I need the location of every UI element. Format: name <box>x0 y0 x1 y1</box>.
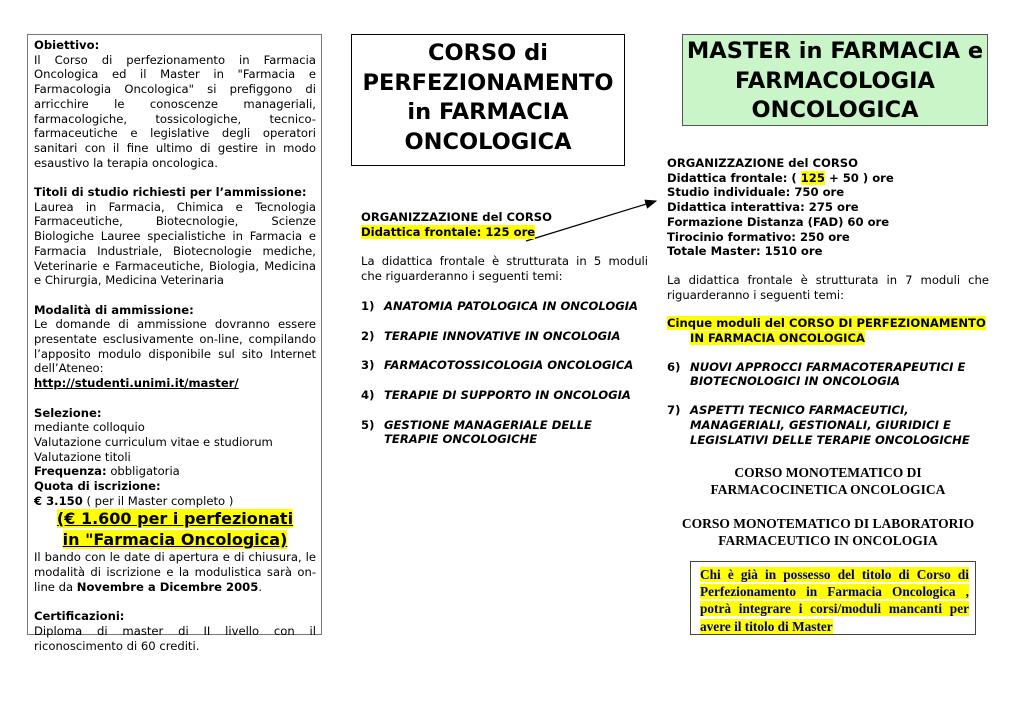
obiettivo-text: Il Corso di perfezionamento in Farmacia Oncologica ed il Master in "Farmacia e Farmacologia Oncologica" si prefiggono di arricchire le conoscenze manageriali, farmacologiche, tossicologiche, tecnico-farmaceutiche e legislative degli operatori sanitari con il fine ultimo di gestire in modo esaustivo la terapia oncologica. <box>34 52 316 170</box>
module-label: ANATOMIA PATOLOGICA IN ONCOLOGIA <box>384 298 639 313</box>
selezione-line: mediante colloquio <box>34 420 145 435</box>
module-label: TERAPIE DI SUPPORTO IN ONCOLOGIA <box>384 387 631 402</box>
module-number: 7) <box>667 403 681 418</box>
corso-title-line: ONCOLOGICA <box>404 128 572 155</box>
corso-title-line: CORSO di <box>428 40 548 66</box>
master-title-line: ONCOLOGICA <box>751 97 919 123</box>
mono-course-laboratorio <box>667 515 989 549</box>
corso-title-line: in FARMACIA <box>407 99 569 125</box>
master-hours-item: Formazione Distanza (FAD) 60 ore <box>667 214 890 229</box>
modalita-title: Modalità di ammissione: <box>34 302 194 317</box>
master-didattica-hl: 125 <box>800 170 825 185</box>
master-intro: La didattica frontale è strutturata in 7 moduli che riguarderanno i seguenti temi: <box>667 272 989 302</box>
module-item <box>361 358 648 373</box>
mono-line: CORSO MONOTEMATICO DI LABORATORIO <box>681 516 975 531</box>
module-number: 3) <box>361 358 375 373</box>
quota-amount: € 3.150 <box>34 493 83 508</box>
bando-end: . <box>258 579 262 594</box>
module-label: ASPETTI TECNICO FARMACEUTICI, MANAGERIALI, GESTIONALI, GIURIDICI E LEGISLATIVI DELLE TERAPIE ONCOLOGICHE <box>690 403 970 447</box>
module-label: FARMACOTOSSICOLOGIA ONCOLOGICA <box>384 358 634 373</box>
module-number: 2) <box>361 328 375 343</box>
mono-line: FARMACEUTICO IN ONCOLOGIA <box>718 533 938 548</box>
titoli-text: Laurea in Farmacia, Chimica e Tecnologia Farmaceutiche, Biotecnologie, Scienze Biologiche Lauree specialistiche in Farmacia e Farmacia Industriale, Biotecnologie mediche, Veterinarie e Farmaceutiche, Biologia, Medicina e Chirurgia, Medicina Veterinaria <box>34 199 316 288</box>
module-number: 6) <box>667 359 681 374</box>
master-hours-item: Didattica interattiva: 275 ore <box>667 200 859 215</box>
corso-content <box>361 210 648 447</box>
module-label: GESTIONE MANAGERIALE DELLE TERAPIE ONCOLOGICHE <box>384 417 592 447</box>
module-item <box>361 418 648 447</box>
master-title-box <box>682 34 988 126</box>
master-org-title: ORGANIZZAZIONE del CORSO <box>667 156 858 170</box>
master-content <box>667 156 989 447</box>
master-hours-item: Studio individuale: 750 ore <box>667 185 845 200</box>
master-title-line: MASTER in FARMACIA e <box>686 38 984 64</box>
selezione-line: Valutazione curriculum vitae e studiorum <box>34 434 273 449</box>
frequenza-label: Frequenza: <box>34 464 107 479</box>
module-label: NUOVI APPROCCI FARMACOTERAPEUTICI E BIOTECNOLOGICI IN ONCOLOGIA <box>690 359 966 389</box>
module-item <box>361 299 648 314</box>
selezione-title: Selezione: <box>34 405 102 420</box>
module-number: 4) <box>361 387 375 402</box>
perf-price-line1: (€ 1.600 per i perfezionati <box>56 509 294 529</box>
ateneo-link[interactable]: http://studenti.unimi.it/master/ <box>34 376 239 391</box>
cert-text: Diploma di master di II livello con il riconoscimento di 60 crediti. <box>34 623 316 653</box>
module-number: 1) <box>361 298 375 313</box>
frequenza-value: obbligatoria <box>106 464 180 479</box>
bando-dates: Novembre a Dicembre 2005 <box>76 579 259 594</box>
modalita-text: Le domande di ammissione dovranno essere presentate esclusivamente on-line, compilando l’apposito modulo disponibile sul sito Internet dell’Ateneo: <box>34 317 316 376</box>
integration-note <box>690 561 976 635</box>
corso-title-line: PERFEZIONAMENTO <box>362 69 614 96</box>
cinque-moduli: Cinque moduli del CORSO DI PERFEZIONAMENTO IN FARMACIA ONCOLOGICA <box>667 316 986 346</box>
quota-note: ( per il Master completo ) <box>82 493 234 508</box>
mono-line: CORSO MONOTEMATICO DI <box>734 465 922 480</box>
module-number: 5) <box>361 417 375 432</box>
master-didattica-suffix: + 50 ) ore <box>824 170 894 185</box>
titoli-title: Titoli di studio richiesti per l’ammissione: <box>34 185 307 200</box>
master-title-line: FARMACOLOGIA <box>735 67 935 94</box>
quota-title: Quota di iscrizione: <box>34 479 161 494</box>
info-panel <box>27 34 322 653</box>
module-label: TERAPIE INNOVATIVE IN ONCOLOGIA <box>384 328 621 343</box>
module-item <box>361 329 648 344</box>
mono-course-farmacocinetica <box>667 464 989 498</box>
corso-org-title: ORGANIZZAZIONE del CORSO <box>361 210 552 224</box>
selezione-line: Valutazione titoli <box>34 449 131 464</box>
module-item <box>667 360 989 389</box>
master-hours-total: Totale Master: 1510 ore <box>667 244 823 259</box>
perf-price-line2: in "Farmacia Oncologica) <box>62 530 288 550</box>
cert-title: Certificazioni: <box>34 609 125 624</box>
corso-didattica: Didattica frontale: 125 ore <box>361 224 536 239</box>
master-hours-item: Tirocinio formativo: 250 ore <box>667 229 850 244</box>
corso-title-box <box>351 34 625 166</box>
bando-text: Il bando con le date di apertura e di chiusura, le modalità di iscrizione e la modulistica sarà on-line da <box>34 550 316 594</box>
integration-note-text: Chi è già in possesso del titolo di Corso di Perfezionamento in Farmacia Oncologica , potrà integrare i corsi/moduli mancanti per avere il titolo di Master <box>700 567 969 634</box>
master-didattica-prefix: Didattica frontale: ( <box>667 170 801 185</box>
mono-line: FARMACOCINETICA ONCOLOGICA <box>710 482 946 497</box>
obiettivo-title: Obiettivo: <box>34 38 100 52</box>
module-item <box>667 403 989 447</box>
corso-intro: La didattica frontale è strutturata in 5 moduli che riguarderanno i seguenti temi: <box>361 254 648 284</box>
module-item <box>361 388 648 403</box>
